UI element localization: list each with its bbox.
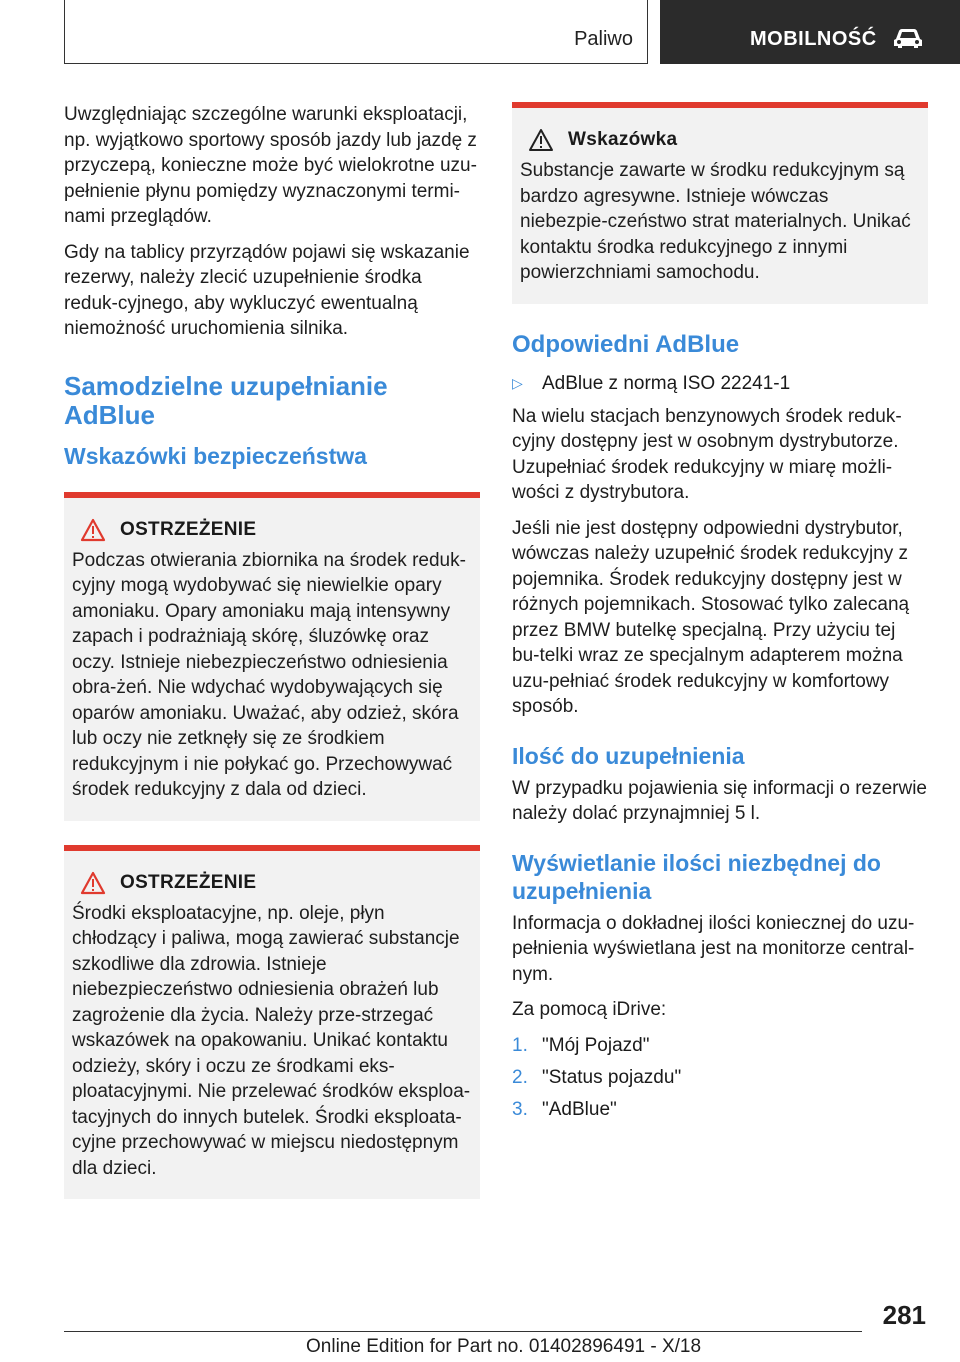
header-section-title: Paliwo	[574, 28, 633, 50]
step-text: "Status pojazdu"	[542, 1066, 682, 1088]
note-box	[512, 102, 928, 304]
warning-triangle-icon	[80, 871, 106, 895]
step-text: "AdBlue"	[542, 1098, 617, 1120]
warning-box-1	[64, 492, 480, 821]
note-title: Wskazówka	[568, 129, 678, 150]
safety-subsection-title: Wskazówki bezpieczeństwa	[64, 442, 367, 469]
list-item	[512, 1033, 928, 1058]
warning-triangle-icon	[80, 518, 106, 542]
header-section-tab	[64, 0, 648, 64]
section-title: Samodzielne uzupełnianie AdBlue	[64, 370, 388, 430]
warning-2-text: Środki eksploatacyjne, np. oleje, płyn chłodzący i paliwa, mogą zawierać substancje szkodliwe dla zdrowia. Istnieje niebezpieczeństwo odniesienia obrażeń lub zagrożenie dla życia. Należy prze-strzegać wskazówek na opakowaniu. Unikać kontaktu odzieży, skóry i oczu ze środkami eks-ploatacyjnymi. Nie przelewać środków eksploa-tacyjnych do innych butelek. Środki eksploata-cyjne przechowywać w miejscu niedostępnym dla dzieci.	[72, 902, 471, 1179]
adblue-bullet-text: AdBlue z normą ISO 22241-1	[542, 372, 791, 394]
adblue-paragraph-1: Na wielu stacjach benzynowych środek reduk-cyjny dostępny jest w osobnym dystrybutorze. Uzupełniać środek redukcyjny w miarę możli-wości z dystrybutora.	[512, 405, 902, 503]
adblue-paragraph-2: Jeśli nie jest dostępny odpowiedni dystrybutor, wówczas należy uzupełnić środek redukcyjny z pojemnika. Środek redukcyjny dostępny jest w różnych pojemnikach. Stosować tylko zalecaną przez BMW butelkę specjalną. Przy użyciu tej bu-telki wraz ze specjalnym adapterem można uzu-pełniać środek redukcyjny w komfortowy sposób.	[512, 517, 910, 717]
note-text: Substancje zawarte w środku redukcyjnym są bardzo agresywne. Istnieje wówczas niebezpie-czeństwo strat materialnych. Unikać kontaktu środka redukcyjnego z innymi powierzchniami samochodu.	[520, 160, 911, 283]
quantity-subsection-title: Ilość do uzupełnienia	[512, 742, 745, 769]
step-number: 2.	[512, 1066, 528, 1088]
adblue-bullet-list	[512, 371, 928, 396]
display-subsection-title: Wyświetlanie ilości niezbędnej do uzupełnienia	[512, 849, 881, 904]
warning-1-text: Podczas otwierania zbiornika na środek reduk-cyjny mogą wydobywać się niewielkie opary amoniaku. Opary amoniaku mają intensywny zapach i podrażniają skórę, śluzówkę oraz oczy. Istnieje niebezpieczeństwo odniesienia obra-żeń. Nie wdychać wydobywających się oparów amoniaku. Uważać, aby odzież, skóra lub oczy nie zetknęły się ze środkiem redukcyjnym i nie połykać go. Przechowywać środek redukcyjny z dala od dzieci.	[72, 549, 466, 800]
display-text: Informacja o dokładnej ilości koniecznej do uzu-pełnienia wyświetlana jest na monitorze central-nym.	[512, 912, 915, 985]
intro-paragraph-2: Gdy na tablicy przyrządów pojawi się wskazanie rezerwy, należy zlecić uzupełnienie środka reduk-cyjnego, aby wykluczyć ewentualną niemożność uruchomienia silnika.	[64, 241, 470, 339]
right-column	[512, 102, 928, 1129]
step-text: "Mój Pojazd"	[542, 1034, 650, 1056]
intro-paragraph-1: Uwzględniając szczególne warunki eksploatacji, np. wyjątkowo sportowy sposób jazdy lub jazdę z przyczepą, konieczne może być wielokrotne uzu-pełnienie płynu pomiędzy wyznaczonymi termi-nami przeglądów.	[64, 104, 477, 227]
car-icon	[892, 26, 924, 50]
header-chapter-title: MOBILNOŚĆ	[750, 28, 877, 50]
idrive-steps-list	[512, 1033, 928, 1122]
footer-edition: Online Edition for Part no. 01402896491 - X/18	[306, 1336, 702, 1357]
adblue-section-title: Odpowiedni AdBlue	[512, 330, 740, 358]
list-item	[512, 371, 928, 396]
header-chapter-tab	[660, 0, 960, 64]
warning-2-title: OSTRZEŻENIE	[120, 871, 257, 893]
step-number: 1.	[512, 1034, 528, 1056]
quantity-text: W przypadku pojawienia się informacji o rezerwie należy dolać przynajmniej 5 l.	[512, 777, 928, 824]
page-number: 281	[882, 1300, 926, 1330]
triangle-bullet-icon: ▷	[512, 374, 523, 391]
list-item	[512, 1097, 928, 1122]
warning-box-2	[64, 845, 480, 1200]
note-triangle-icon	[528, 128, 554, 152]
list-item	[512, 1065, 928, 1090]
left-column	[64, 102, 480, 1223]
warning-1-title: OSTRZEŻENIE	[120, 518, 257, 540]
idrive-label: Za pomocą iDrive:	[512, 999, 667, 1020]
footer-divider	[64, 1331, 862, 1332]
step-number: 3.	[512, 1098, 528, 1120]
